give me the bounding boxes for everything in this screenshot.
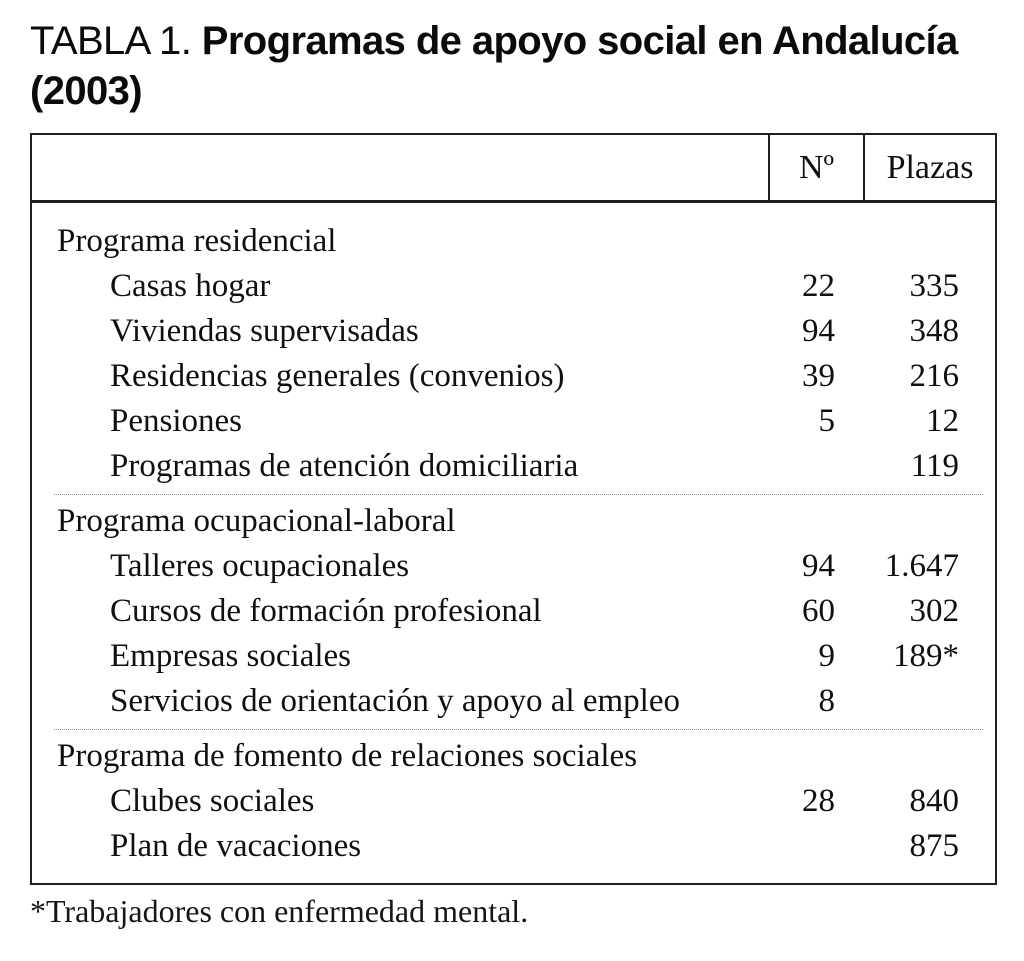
table-row	[32, 444, 995, 489]
col-n-value: 60	[802, 593, 835, 629]
table-caption-number: TABLA 1.	[30, 19, 192, 63]
header-cell-label	[32, 135, 768, 200]
row-label: Casas hogar	[110, 268, 271, 304]
table-row	[32, 309, 995, 354]
row-label: Plan de vacaciones	[110, 828, 362, 864]
row-label: Servicios de orientación y apoyo al empleo	[110, 683, 680, 719]
table-row	[32, 634, 995, 679]
table-caption-year: (2003)	[30, 69, 143, 113]
col-plazas-value: 840	[909, 783, 959, 819]
table-header-row	[32, 135, 995, 203]
section-dotted-separator	[54, 494, 983, 495]
data-table	[30, 133, 997, 885]
section-heading-label: Programa ocupacional-laboral	[57, 503, 456, 539]
col-plazas-value: 12	[926, 403, 959, 439]
table-row	[32, 779, 995, 824]
header-cell-n: Nº	[768, 135, 863, 200]
table-caption-text: Programas de apoyo social en Andalucía	[201, 19, 958, 63]
table-footnote: *Trabajadores con enfermedad mental.	[30, 893, 529, 929]
section-dotted-separator	[54, 729, 983, 730]
table-row	[32, 399, 995, 444]
table-row	[32, 589, 995, 634]
col-n-value: 94	[802, 313, 835, 349]
col-plazas-value: 1.647	[884, 548, 959, 584]
section-heading-label: Programa de fomento de relaciones sociales	[57, 738, 638, 774]
col-plazas-value: 302	[909, 593, 959, 629]
table-body	[32, 203, 995, 883]
section-heading-row	[32, 734, 995, 779]
col-n-value: 22	[802, 268, 835, 304]
section-heading-row	[32, 219, 995, 264]
col-n-value: 94	[802, 548, 835, 584]
col-plazas-value: 119	[910, 448, 959, 484]
col-plazas-value: 216	[909, 358, 959, 394]
section-heading-row	[32, 499, 995, 544]
row-label: Residencias generales (convenios)	[110, 358, 565, 394]
table-row	[32, 264, 995, 309]
row-label: Cursos de formación profesional	[110, 593, 542, 629]
table-row	[32, 824, 995, 869]
col-n-value: 28	[802, 783, 835, 819]
col-n-value: 39	[802, 358, 835, 394]
table-row	[32, 354, 995, 399]
col-plazas-value: 335	[909, 268, 959, 304]
table-row	[32, 679, 995, 724]
row-label: Talleres ocupacionales	[110, 548, 410, 584]
col-plazas-value	[863, 679, 995, 724]
col-n-value	[768, 824, 863, 869]
col-plazas-value: 348	[909, 313, 959, 349]
table-row	[32, 544, 995, 589]
row-label: Empresas sociales	[110, 638, 352, 674]
row-label: Clubes sociales	[110, 783, 315, 819]
header-cell-plazas: Plazas	[863, 135, 995, 200]
col-n-value: 9	[818, 638, 835, 674]
row-label: Pensiones	[110, 403, 242, 439]
table-caption	[30, 16, 990, 116]
row-label: Programas de atención domiciliaria	[110, 448, 579, 484]
row-label: Viviendas supervisadas	[110, 313, 419, 349]
col-n-value: 8	[818, 683, 835, 719]
col-plazas-value: 875	[909, 828, 959, 864]
section-heading-label: Programa residencial	[57, 223, 337, 259]
col-plazas-value: 189*	[893, 638, 959, 674]
col-n-value: 5	[818, 403, 835, 439]
col-n-value	[768, 444, 863, 489]
